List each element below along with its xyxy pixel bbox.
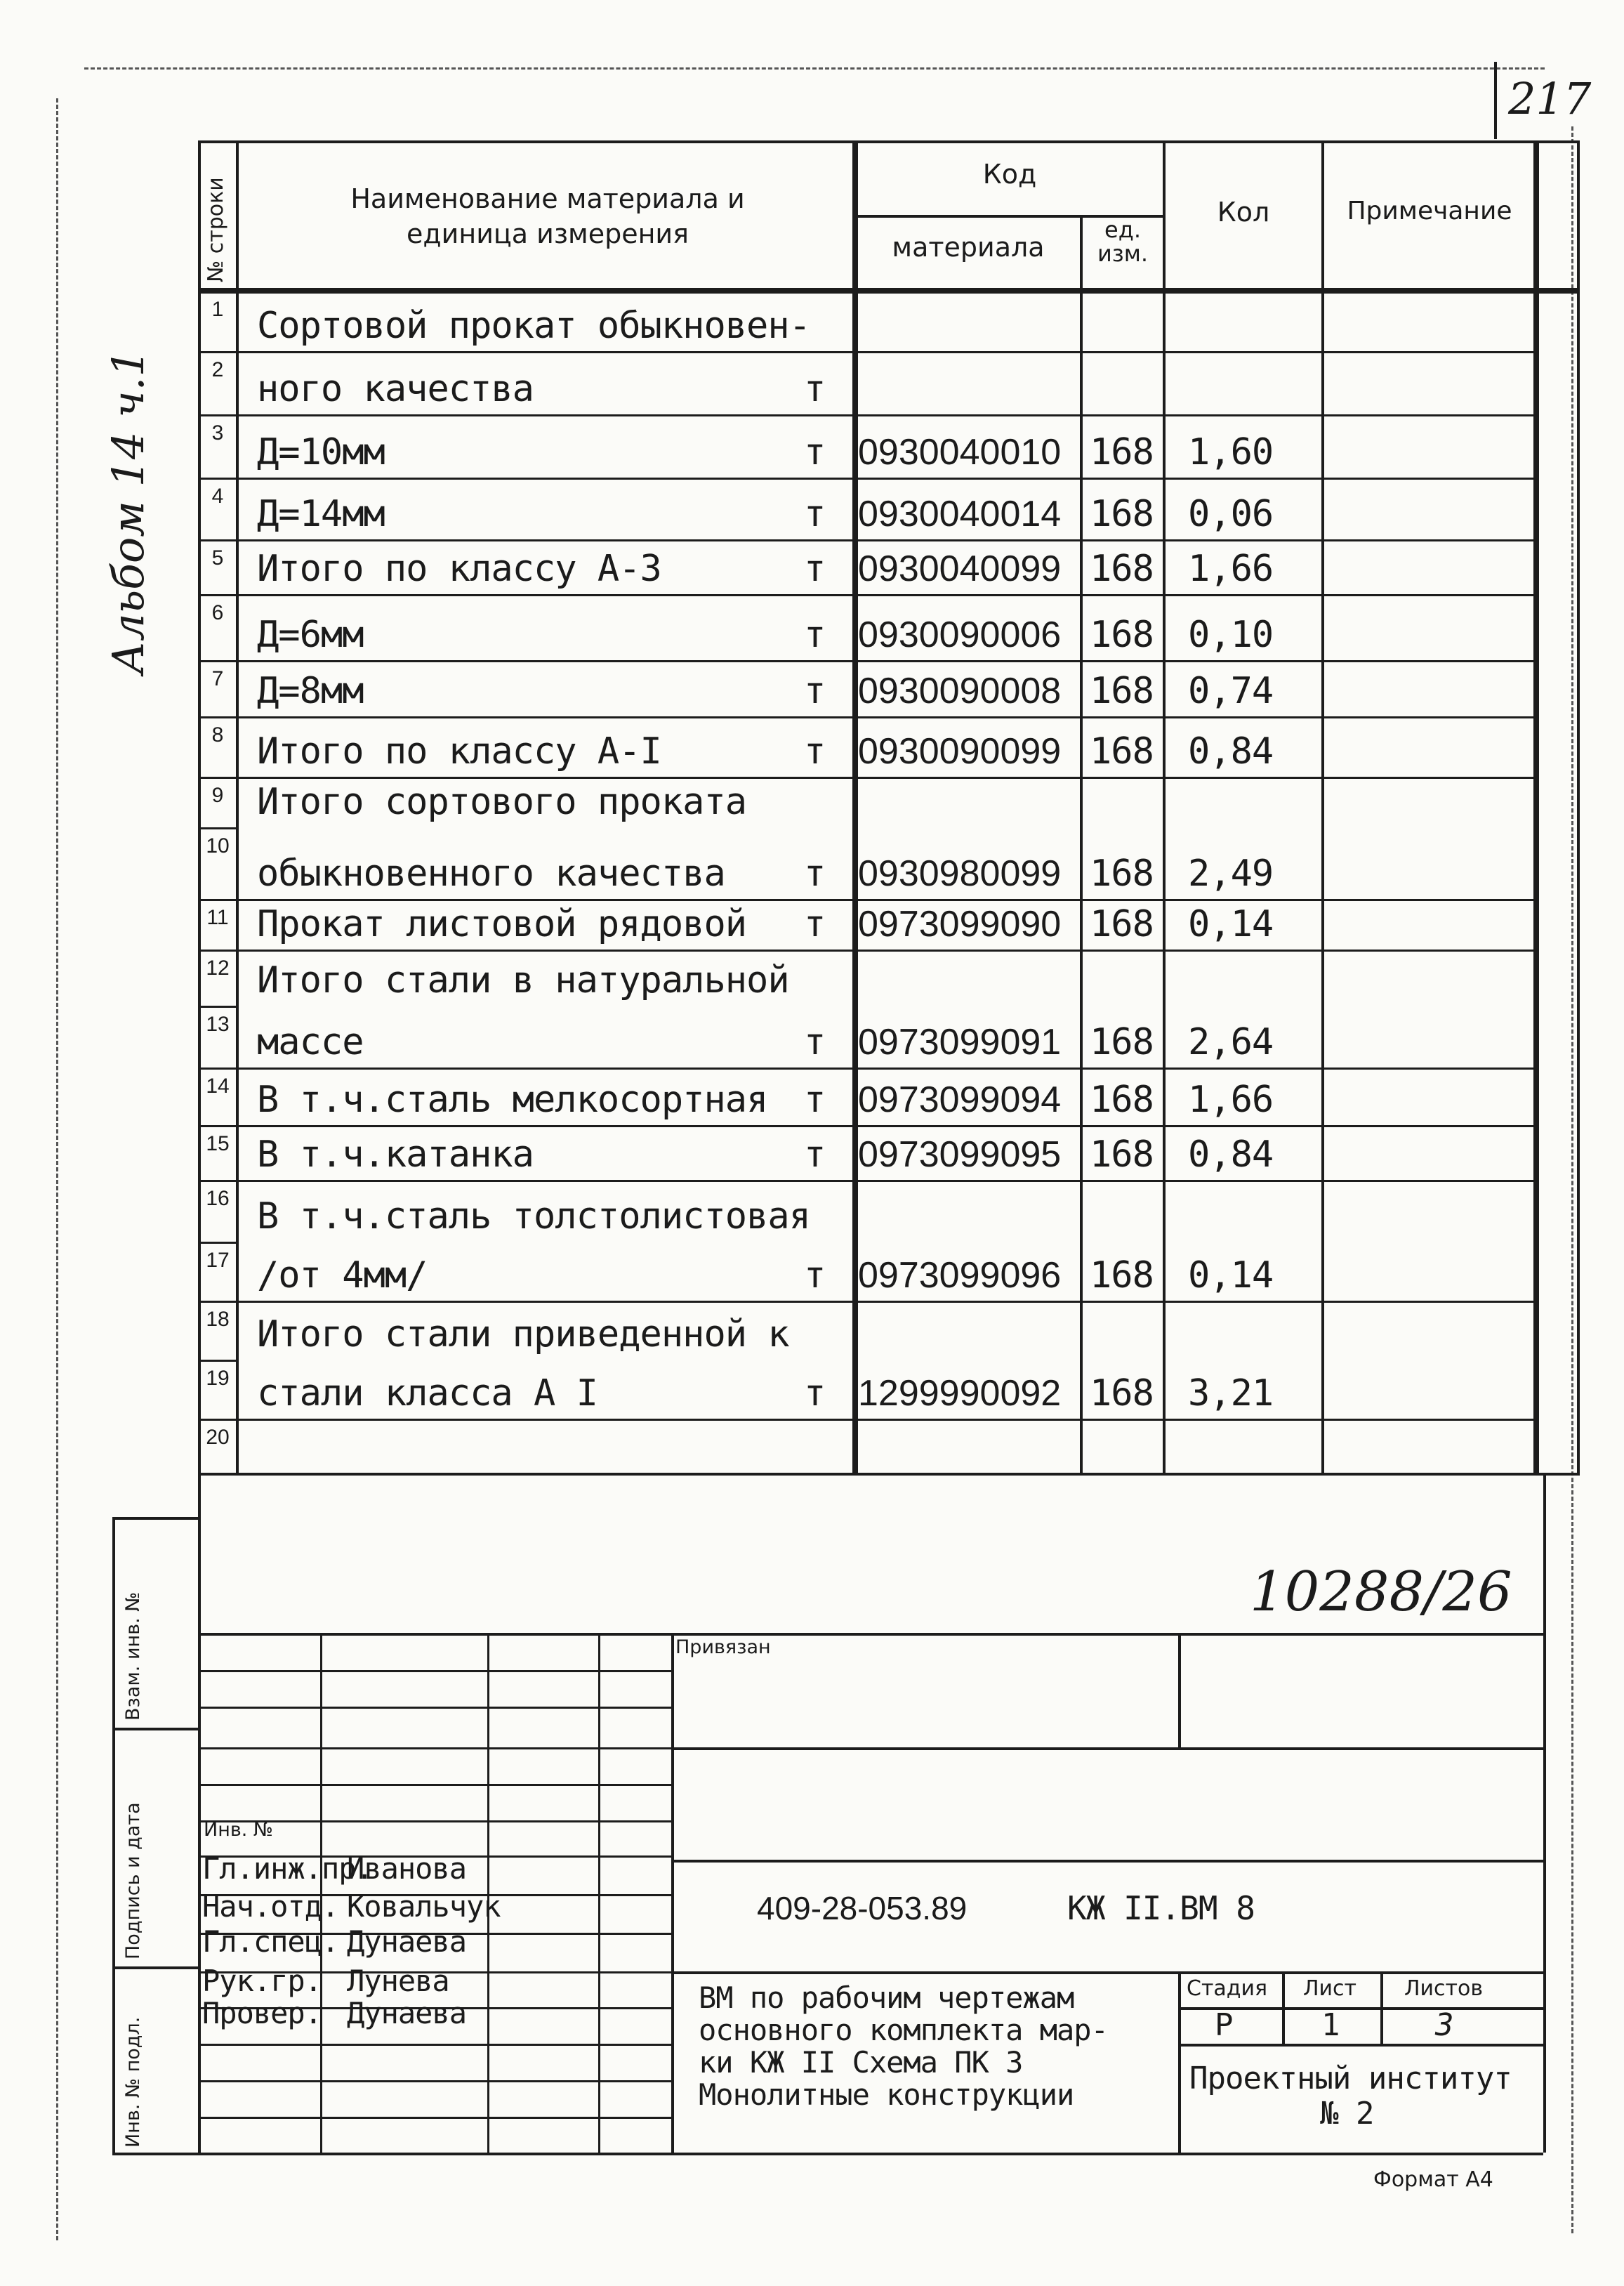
row-line: [199, 1125, 236, 1127]
sheet-value: 1: [1321, 2007, 1340, 2043]
row-material-name: В т.ч.сталь мелкосортная: [257, 1079, 768, 1121]
row-unit-letter: т: [804, 493, 826, 535]
stamp-left-border: [198, 1473, 201, 2153]
row-separator: [236, 777, 1535, 779]
signer-role: Гл.инж.пр.: [202, 1851, 373, 1886]
stage-label: Стадия: [1187, 1976, 1268, 2001]
row-material-name: Сортовой прокат обыкновен-: [257, 305, 810, 347]
col-line-1: [236, 140, 239, 1473]
row-material-name: Итого стали приведенной к: [257, 1313, 789, 1355]
stamp-code-top-line: [671, 1860, 1543, 1863]
format-label: Формат А4: [1373, 2167, 1493, 2192]
row-material-code: 0930040014: [858, 494, 1062, 534]
row-number: 4: [211, 485, 224, 508]
row-line: [199, 539, 236, 541]
row-separator: [236, 950, 1535, 952]
row-quantity: 0,06: [1188, 493, 1274, 535]
row-unit-code: 168: [1090, 730, 1154, 773]
row-separator: [236, 478, 1535, 480]
signer-name: Иванова: [347, 1851, 467, 1886]
sheet-col: [1282, 1971, 1285, 2044]
row-line: [199, 1360, 236, 1362]
left-strip-top: [112, 1517, 198, 1520]
row-unit-letter: т: [804, 1079, 826, 1121]
org-line-1: Проектный институт: [1189, 2061, 1512, 2096]
row-quantity: 0,14: [1188, 903, 1274, 945]
row-number: 17: [206, 1249, 230, 1272]
row-quantity: 3,21: [1188, 1372, 1274, 1414]
right-border-dash: [1571, 126, 1573, 2233]
header-qty: Кол: [1217, 197, 1270, 228]
col-line-6: [1533, 140, 1539, 1473]
row-separator: [236, 1419, 1535, 1421]
row-material-name: ного качества: [257, 368, 534, 410]
row-number: 19: [206, 1367, 230, 1390]
row-separator: [236, 716, 1535, 718]
col-line-4: [1163, 140, 1166, 1473]
row-line: [199, 1301, 236, 1303]
col-line-3: [1080, 215, 1083, 1473]
row-line: [199, 1419, 236, 1421]
header-bottom-line: [198, 288, 1580, 294]
row-unit-letter: т: [804, 670, 826, 712]
row-material-name: Д=10мм: [257, 431, 385, 473]
row-line: [199, 716, 236, 718]
row-line: [199, 1242, 236, 1244]
row-unit-code: 168: [1090, 614, 1154, 656]
org-line-2: № 2: [1320, 2096, 1374, 2131]
row-number: 9: [211, 784, 224, 807]
stamp-left-col: [671, 1633, 674, 2153]
stamp-right-col: [1543, 1473, 1546, 2153]
table-bottom-line: [198, 1473, 1580, 1476]
sheets-label: Листов: [1404, 1976, 1484, 2001]
row-material-code: 0930040010: [858, 432, 1062, 473]
row-number: 16: [206, 1187, 230, 1210]
row-quantity: 1,66: [1188, 1079, 1274, 1121]
row-unit-code: 168: [1090, 670, 1154, 712]
row-number: 11: [206, 906, 229, 929]
row-unit-code: 168: [1090, 548, 1154, 590]
row-number: 18: [206, 1308, 230, 1331]
row-material-name: стали класса А I: [257, 1372, 598, 1414]
stage-line: [1180, 2007, 1543, 2010]
doc-title-line-3: ки КЖ II Схема ПК 3: [699, 2045, 1023, 2080]
row-quantity: 2,64: [1188, 1021, 1274, 1063]
sheets-value: 3: [1435, 2007, 1453, 2043]
row-unit-code: 168: [1090, 1134, 1154, 1176]
row-material-code: 0973099096: [858, 1255, 1062, 1296]
row-line: [199, 1068, 236, 1070]
row-number: 3: [211, 421, 224, 445]
row-unit-letter: т: [804, 548, 826, 590]
signer-role: Гл.спец.: [202, 1924, 339, 1959]
left-strip-bottom: [112, 2153, 198, 2155]
grid-col-c: [598, 1633, 600, 2153]
row-unit-letter: т: [804, 1254, 826, 1296]
doc-mark: КЖ II.ВМ 8: [1067, 1889, 1255, 1927]
row-separator: [236, 899, 1535, 901]
stamp-grid-line: [198, 1784, 671, 1786]
row-material-code: 0973099090: [858, 904, 1062, 945]
privyazan-right-col: [1178, 1633, 1181, 1747]
row-material-name: Итого сортового проката: [257, 781, 747, 823]
row-material-code: 0973099094: [858, 1079, 1062, 1120]
row-number: 8: [211, 723, 224, 747]
left-strip-outer: [112, 1517, 115, 2153]
header-row-no: № строки: [204, 177, 228, 282]
row-number: 13: [206, 1013, 230, 1036]
row-quantity: 0,84: [1188, 730, 1274, 773]
row-number: 20: [206, 1426, 230, 1449]
left-strip-div2: [112, 1966, 198, 1969]
row-separator: [236, 414, 1535, 416]
row-line: [199, 351, 236, 353]
row-number: 12: [206, 957, 230, 980]
row-number: 6: [211, 601, 224, 624]
row-material-code: 0973099095: [858, 1134, 1062, 1175]
row-line: [199, 478, 236, 480]
row-separator: [236, 1180, 1535, 1182]
header-unit: ед. изм.: [1097, 216, 1149, 267]
row-unit-letter: т: [804, 1134, 826, 1176]
doc-code: 409-28-053.89: [757, 1890, 968, 1926]
row-line: [199, 827, 236, 829]
row-separator: [236, 351, 1535, 353]
row-unit-code: 168: [1090, 903, 1154, 945]
left-strip-div1: [112, 1728, 198, 1730]
side-label-1: Подпись и дата: [122, 1802, 144, 1959]
stamp-grid-line: [198, 2117, 671, 2119]
row-line: [199, 899, 236, 901]
stamp-grid-line: [198, 1747, 671, 1749]
row-unit-letter: т: [804, 614, 826, 656]
sheet-label: Лист: [1303, 1976, 1357, 2001]
row-unit-letter: т: [804, 853, 826, 895]
row-unit-code: 168: [1090, 1254, 1154, 1296]
row-unit-code: 168: [1090, 493, 1154, 535]
row-material-name: В т.ч.сталь толстолистовая: [257, 1195, 810, 1237]
stage-col: [1178, 1971, 1181, 2153]
row-material-code: 1299990092: [858, 1373, 1062, 1414]
signer-name: Лунева: [347, 1964, 449, 1998]
row-material-code: 0930040099: [858, 548, 1062, 589]
row-separator: [236, 594, 1535, 596]
row-number: 15: [206, 1132, 230, 1155]
doc-title: [699, 1982, 1176, 2111]
row-separator: [236, 1125, 1535, 1127]
row-material-name: Д=14мм: [257, 493, 385, 535]
signer-name: Ковальчук: [347, 1889, 501, 1924]
row-material-name: Итого по классу А-I: [257, 730, 661, 773]
row-unit-letter: т: [804, 368, 826, 410]
row-unit-code: 168: [1090, 1021, 1154, 1063]
row-line: [199, 950, 236, 952]
col-line-5: [1321, 140, 1324, 1473]
row-unit-code: 168: [1090, 1372, 1154, 1414]
signer-name: Дунаева: [347, 1924, 467, 1959]
page-number: 217: [1508, 73, 1592, 124]
row-line: [199, 594, 236, 596]
header-name: Наименование материала и единица измерения: [350, 183, 745, 249]
signer-role: Нач.отд.: [202, 1889, 339, 1924]
row-quantity: 0,14: [1188, 1254, 1274, 1296]
header-code: Код: [982, 159, 1037, 190]
col-line-7: [1577, 140, 1580, 1473]
album-note: Альбом 14 ч.1: [103, 349, 154, 674]
row-material-code: 0930980099: [858, 853, 1062, 894]
stamp-mid-line: [671, 1747, 1543, 1750]
row-line: [199, 660, 236, 662]
row-number: 2: [211, 358, 224, 381]
handwritten-number: 10288/26: [1250, 1561, 1512, 1624]
row-separator: [236, 1301, 1535, 1303]
row-line: [199, 414, 236, 416]
row-material-name: /от 4мм/: [257, 1254, 428, 1296]
row-unit-letter: т: [804, 1372, 826, 1414]
stage-value-line: [1180, 2044, 1543, 2047]
row-quantity: 1,60: [1188, 431, 1274, 473]
row-number: 14: [206, 1075, 230, 1098]
row-line: [199, 1006, 236, 1008]
inv-no-label: Инв. №: [204, 1819, 274, 1841]
row-material-name: обыкновенного качества: [257, 853, 725, 895]
row-material-code: 0930090099: [858, 731, 1062, 772]
stamp-grid-line: [198, 1670, 671, 1672]
row-material-code: 0973099091: [858, 1022, 1062, 1063]
col-line-2: [852, 140, 858, 1473]
row-material-name: Д=6мм: [257, 614, 364, 656]
page-number-mark: [1494, 62, 1497, 139]
row-material-name: Итого по классу А-3: [257, 548, 661, 590]
privyazan-label: Привязан: [675, 1636, 771, 1658]
row-unit-code: 168: [1090, 431, 1154, 473]
row-quantity: 1,66: [1188, 548, 1274, 590]
row-material-name: Прокат листовой рядовой: [257, 903, 747, 945]
stamp-bottom-line: [198, 2153, 1543, 2155]
left-border-dash: [56, 98, 58, 2240]
row-material-name: В т.ч.катанка: [257, 1134, 534, 1176]
row-unit-letter: т: [804, 903, 826, 945]
top-border-dash: [84, 67, 1545, 70]
row-separator: [236, 660, 1535, 662]
col-line-0: [198, 140, 201, 1473]
stamp-top-line: [198, 1633, 1543, 1636]
row-material-code: 0930090008: [858, 671, 1062, 711]
row-number: 1: [211, 298, 224, 321]
row-unit-letter: т: [804, 1021, 826, 1063]
doc-title-line-4: Монолитные конструкции: [699, 2077, 1074, 2112]
row-number: 7: [211, 667, 224, 690]
stamp-grid-line: [198, 2080, 671, 2082]
row-material-name: Итого стали в натуральной: [257, 959, 789, 1001]
row-line: [199, 777, 236, 779]
row-unit-letter: т: [804, 431, 826, 473]
doc-title-line-1: ВМ по рабочим чертежам: [699, 1980, 1074, 2015]
row-unit-code: 168: [1090, 853, 1154, 895]
row-material-name: Д=8мм: [257, 670, 364, 712]
row-unit-letter: т: [804, 730, 826, 773]
row-quantity: 0,10: [1188, 614, 1274, 656]
row-number: 10: [206, 834, 230, 858]
row-number: 5: [211, 546, 224, 570]
stamp-code-bottom-line: [671, 1971, 1543, 1974]
row-separator: [236, 539, 1535, 541]
header-note: Примечание: [1347, 197, 1512, 225]
signer-role: Провер.: [202, 1996, 322, 2030]
doc-title-line-2: основного комплекта мар-: [699, 2013, 1108, 2047]
side-label-0: Взам. инв. №: [122, 1591, 144, 1721]
table-top-line: [198, 140, 1580, 143]
side-label-2: Инв. № подл.: [122, 2016, 144, 2148]
signer-role: Рук.гр.: [202, 1964, 322, 1998]
signer-name: Дунаева: [347, 1996, 467, 2030]
row-material-code: 0930090006: [858, 615, 1062, 655]
row-quantity: 2,49: [1188, 853, 1274, 895]
row-separator: [236, 1068, 1535, 1070]
row-material-name: массе: [257, 1021, 364, 1063]
row-quantity: 0,74: [1188, 670, 1274, 712]
stamp-grid-line: [198, 2044, 671, 2046]
sheets-col: [1380, 1971, 1383, 2044]
row-quantity: 0,84: [1188, 1134, 1274, 1176]
stamp-grid-line: [198, 1707, 671, 1709]
stage-value: Р: [1215, 2007, 1233, 2043]
header-material: материала: [892, 232, 1045, 263]
row-unit-code: 168: [1090, 1079, 1154, 1121]
row-line: [199, 1180, 236, 1182]
